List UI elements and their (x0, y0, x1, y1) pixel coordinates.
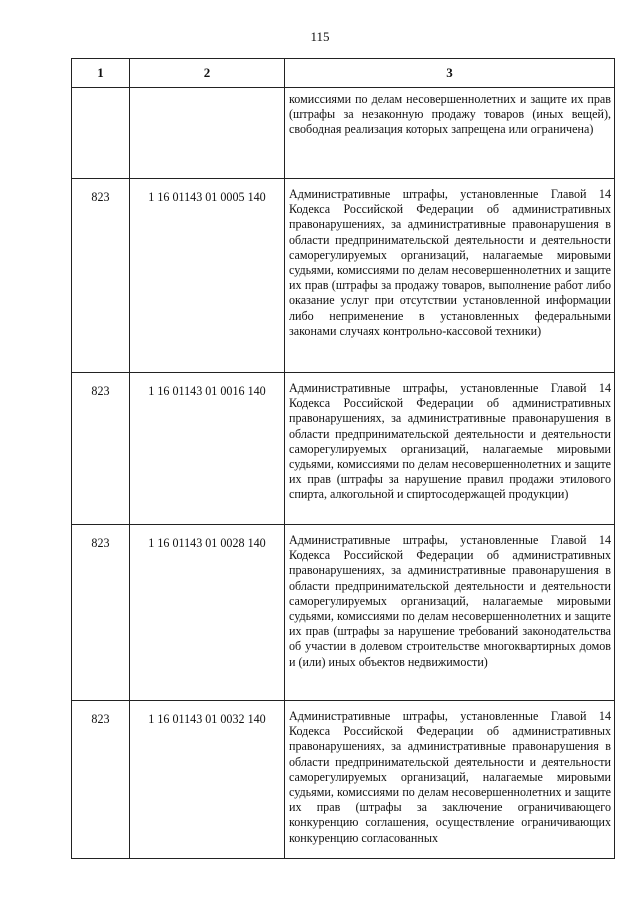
budget-code-cell: 1 16 01143 01 0005 140 (130, 179, 285, 373)
description-cell: Административные штрафы, установленные Главой 14 Кодекса Российской Федерации об административных правонарушениях, за административные правонарушения в области предпринимательской деятельности и деятельности саморегулируемых организаций, налагаемые мировыми судьями, комиссиями по делам несовершеннолетних и защите их прав (штрафы за нарушение требований законодательства об участии в долевом строительстве многоквартирных домов и (или) иных объектов недвижимости) (285, 525, 615, 701)
table-row (72, 88, 615, 179)
budget-code-cell (130, 88, 285, 179)
admin-code-cell: 823 (72, 701, 130, 859)
description-cell: Административные штрафы, установленные Главой 14 Кодекса Российской Федерации об административных правонарушениях, за административные правонарушения в области предпринимательской деятельности и деятельности саморегулируемых организаций, налагаемые мировыми судьями, комиссиями по делам несовершеннолетних и защите их прав (штрафы за заключение ограничивающего конкуренцию соглашения, осуществление ограничивающих конкуренцию согласованных (285, 701, 615, 859)
header-col-3: 3 (285, 59, 615, 88)
admin-code-cell: 823 (72, 525, 130, 701)
description-cell: Административные штрафы, установленные Главой 14 Кодекса Российской Федерации об административных правонарушениях, за административные правонарушения в области предпринимательской деятельности и деятельности саморегулируемых организаций, налагаемые мировыми судьями, комиссиями по делам несовершеннолетних и защите их прав (штрафы за нарушение правил продажи этилового спирта, алкогольной и спиртосодержащей продукции) (285, 373, 615, 525)
admin-code-cell: 823 (72, 179, 130, 373)
description-cell: Административные штрафы, установленные Главой 14 Кодекса Российской Федерации об административных правонарушениях, за административные правонарушения в области предпринимательской деятельности и деятельности саморегулируемых организаций, налагаемые мировыми судьями, комиссиями по делам несовершеннолетних и защите их прав (штрафы за продажу товаров, выполнение работ либо оказание услуг при отсутствии установленной информации либо неприменение в установленных федеральными законами случаях контрольно-кассовой техники) (285, 179, 615, 373)
budget-code-cell: 1 16 01143 01 0032 140 (130, 701, 285, 859)
table-row (72, 525, 615, 701)
header-col-1: 1 (72, 59, 130, 88)
table-row (72, 373, 615, 525)
description-cell: комиссиями по делам несовершеннолетних и защите их прав (штрафы за незаконную продажу товаров (иных вещей), свободная реализация которых запрещена или ограничена) (285, 88, 615, 179)
table-header-row (72, 59, 615, 88)
table-row (72, 701, 615, 859)
page-number: 115 (310, 29, 330, 44)
budget-code-cell: 1 16 01143 01 0016 140 (130, 373, 285, 525)
admin-code-cell (72, 88, 130, 179)
admin-code-cell: 823 (72, 373, 130, 525)
budget-codes-table (71, 58, 615, 859)
budget-code-cell: 1 16 01143 01 0028 140 (130, 525, 285, 701)
header-col-2: 2 (130, 59, 285, 88)
table-row (72, 179, 615, 373)
